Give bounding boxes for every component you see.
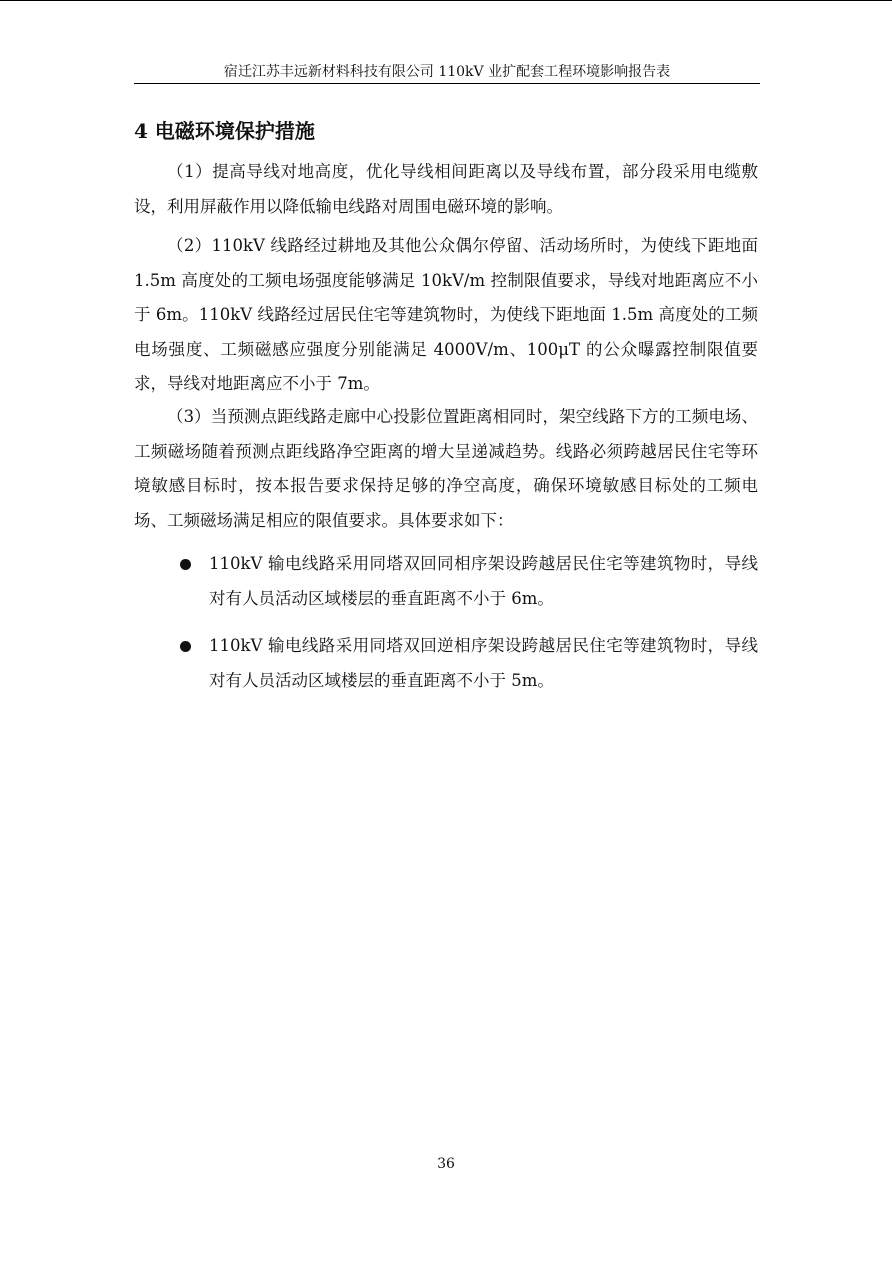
bullet-text-1: 110kV 输电线路采用同塔双回同相序架设跨越居民住宅等建筑物时，导线对有人员活动区域楼层的垂直距离不小于 6m。: [209, 554, 758, 608]
paragraph-2: （2）110kV 线路经过耕地及其他公众偶尔停留、活动场所时，为使线下距地面 1.5m 高度处的工频电场强度能够满足 10kV/m 控制限值要求，导线对地距离应不小于 6m。110kV 线路经过居民住宅等建筑物时，为使线下距地面 1.5m 高度处的工频电场强度、工频磁感应强度分别能满足 4000V/m、100μT 的公众曝露控制限值要求，导线对地距离应不小于 7m。: [134, 236, 758, 393]
bullet-dot-icon: [180, 641, 191, 652]
paragraph-3: （3）当预测点距线路走廊中心投影位置距离相同时，架空线路下方的工频电场、工频磁场随着预测点距线路净空距离的增大呈递减趋势。线路必须跨越居民住宅等环境敏感目标时，按本报告要求保持足够的净空高度，确保环境敏感目标处的工频电场、工频磁场满足相应的限值要求。具体要求如下：: [134, 407, 758, 530]
bullet-text-2: 110kV 输电线路采用同塔双回逆相序架设跨越居民住宅等建筑物时，导线对有人员活动区域楼层的垂直距离不小于 5m。: [209, 636, 758, 690]
page-header-title: 宿迁江苏丰远新材料科技有限公司 110kV 业扩配套工程环境影响报告表: [223, 64, 671, 80]
page-top-border: [0, 0, 892, 1]
bullet-dot-icon: [180, 559, 191, 570]
header-rule: [134, 83, 760, 84]
paragraph-1: （1）提高导线对地高度，优化导线相间距离以及导线布置，部分段采用电缆敷设，利用屏蔽作用以降低输电线路对周围电磁环境的影响。: [134, 162, 758, 216]
page-number: 36: [437, 1156, 455, 1172]
section-heading: 4 电磁环境保护措施: [134, 119, 315, 143]
